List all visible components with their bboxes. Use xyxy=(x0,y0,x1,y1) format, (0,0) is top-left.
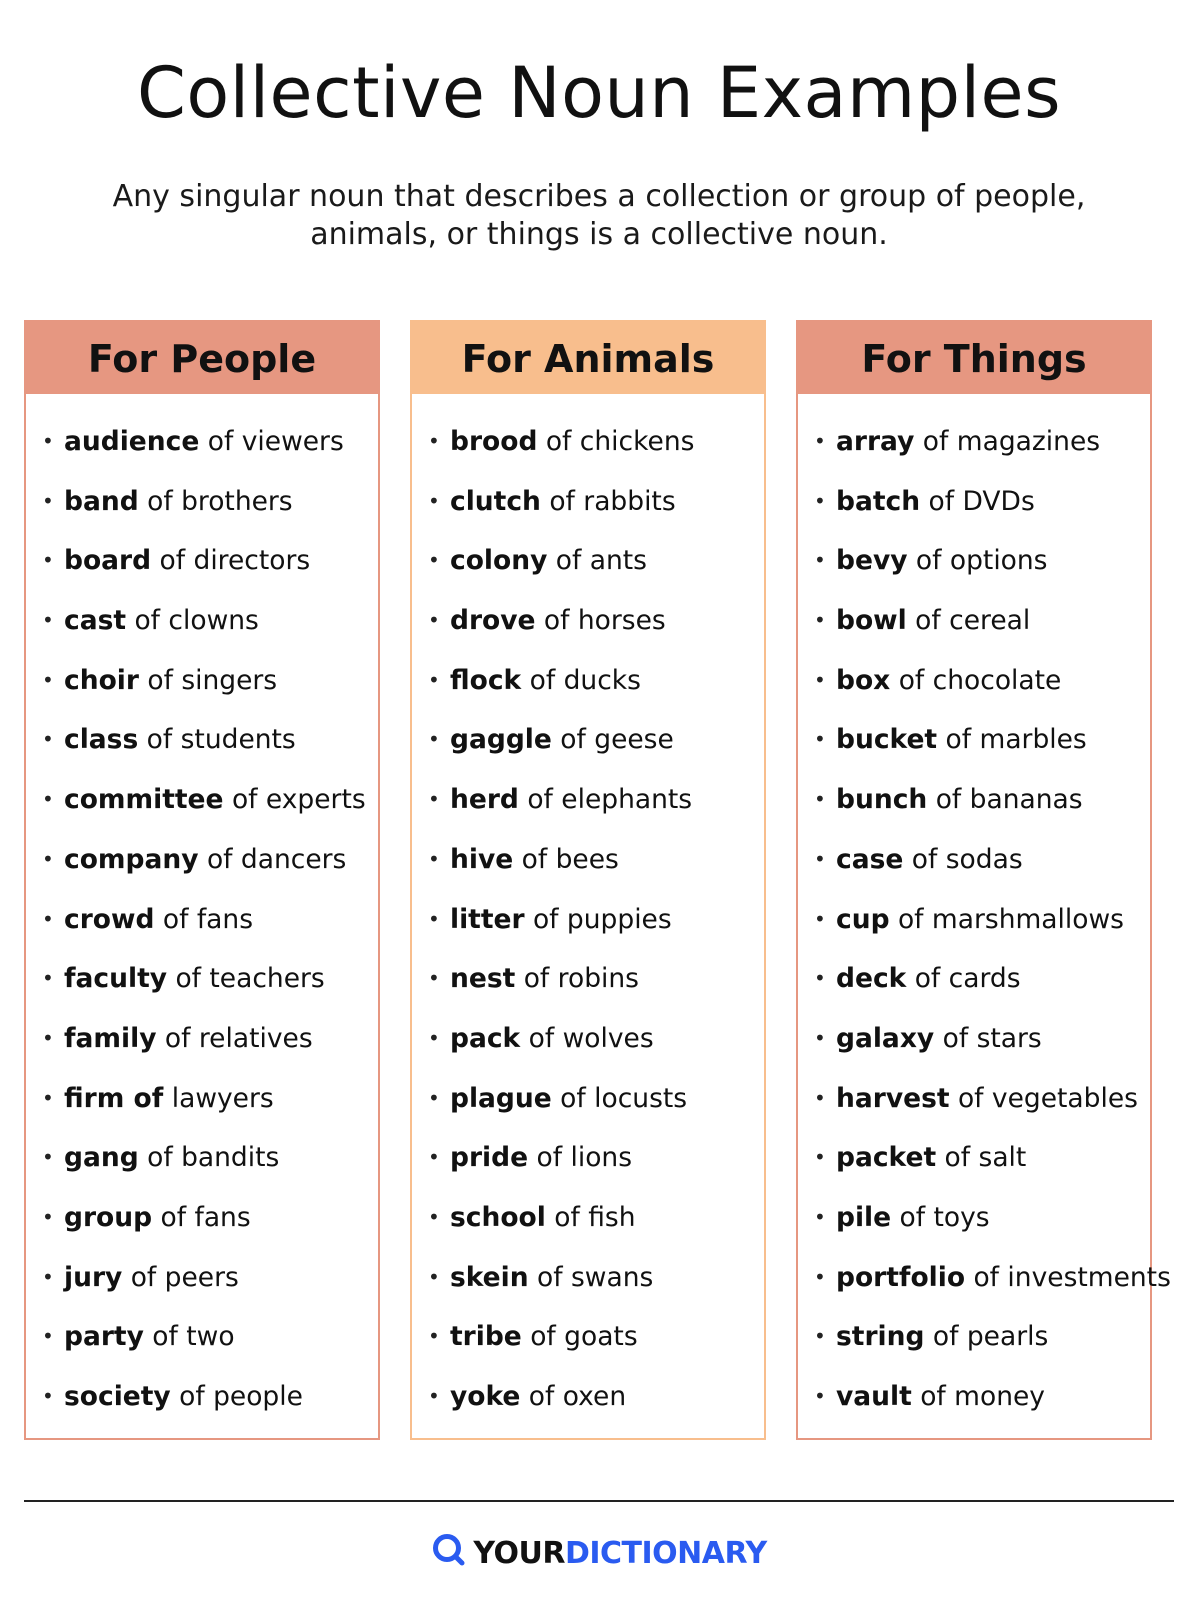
list-item xyxy=(26,651,378,711)
noun-group: of chickens xyxy=(537,426,695,457)
noun-group: of magazines xyxy=(914,426,1101,457)
noun-group: of horses xyxy=(535,605,666,637)
list-item xyxy=(798,1188,1150,1248)
collective-noun: packet xyxy=(836,1142,937,1174)
collective-noun: family xyxy=(64,1022,157,1054)
collective-noun: bevy xyxy=(836,545,908,577)
collective-noun: array xyxy=(836,426,915,457)
collective-noun: flock xyxy=(450,664,522,696)
list-item xyxy=(26,531,378,591)
list-item xyxy=(798,830,1150,890)
collective-noun: yoke xyxy=(450,1381,521,1412)
list-item xyxy=(798,1069,1150,1129)
list-item xyxy=(798,890,1150,950)
collective-noun: string xyxy=(836,1321,925,1353)
collective-noun: clutch xyxy=(450,485,541,517)
noun-group: of oxen xyxy=(520,1381,627,1412)
collective-noun: colony xyxy=(450,545,548,577)
list-item xyxy=(412,1009,764,1069)
column-people xyxy=(24,320,380,1440)
noun-group: of pearls xyxy=(924,1321,1049,1353)
list-item xyxy=(26,770,378,830)
collective-noun: pile xyxy=(836,1201,892,1233)
collective-noun: batch xyxy=(836,485,921,517)
noun-group: of fish xyxy=(545,1201,636,1233)
list-item xyxy=(26,1307,378,1367)
collective-noun: portfolio xyxy=(836,1261,966,1293)
noun-list-people xyxy=(26,394,378,1427)
collective-noun: firm of xyxy=(64,1082,164,1114)
search-icon xyxy=(431,1532,467,1568)
collective-noun: tribe xyxy=(450,1321,522,1353)
noun-group: of cards xyxy=(906,963,1021,995)
noun-group: of rabbits xyxy=(540,485,676,517)
collective-noun: vault xyxy=(836,1381,912,1412)
list-item xyxy=(412,770,764,830)
noun-group: lawyers xyxy=(163,1082,274,1114)
noun-group: of fans xyxy=(154,903,253,935)
collective-noun: bowl xyxy=(836,605,907,637)
list-item xyxy=(412,591,764,651)
list-item xyxy=(798,591,1150,651)
list-item xyxy=(26,591,378,651)
column-heading-people: For People xyxy=(26,322,378,394)
list-item xyxy=(26,1188,378,1248)
subtitle-line-1: Any singular noun that describes a collection or group of people, xyxy=(112,179,1086,214)
collective-noun: drove xyxy=(450,605,536,637)
noun-group: of toys xyxy=(891,1201,990,1233)
noun-group: of sodas xyxy=(903,843,1023,875)
noun-group: of cereal xyxy=(906,605,1031,637)
list-item xyxy=(798,651,1150,711)
noun-group: of puppies xyxy=(524,903,672,935)
footer-divider xyxy=(24,1500,1174,1502)
list-item xyxy=(26,710,378,770)
list-item xyxy=(798,949,1150,1009)
list-item xyxy=(798,1009,1150,1069)
collective-noun: deck xyxy=(836,963,907,995)
collective-noun: committee xyxy=(64,784,224,816)
list-item xyxy=(26,1069,378,1129)
noun-group: of bandits xyxy=(138,1142,280,1174)
noun-group: of goats xyxy=(521,1321,638,1353)
logo-text-your: YOUR xyxy=(473,1536,565,1571)
list-item xyxy=(412,949,764,1009)
yourdictionary-logo[interactable] xyxy=(0,1532,1198,1571)
page-subtitle xyxy=(0,178,1198,254)
noun-group: of lions xyxy=(528,1142,633,1174)
collective-noun: brood xyxy=(450,426,538,457)
list-item xyxy=(412,1188,764,1248)
list-item xyxy=(798,1128,1150,1188)
noun-group: of marshmallows xyxy=(889,903,1124,935)
noun-group: of viewers xyxy=(199,426,344,457)
list-item xyxy=(798,1248,1171,1308)
collective-noun: case xyxy=(836,843,904,875)
noun-group: of geese xyxy=(551,724,674,756)
list-item xyxy=(412,890,764,950)
collective-noun: harvest xyxy=(836,1082,950,1114)
noun-group: of teachers xyxy=(167,963,325,995)
list-item xyxy=(26,1128,378,1188)
list-item xyxy=(798,710,1150,770)
noun-list-things xyxy=(798,394,1171,1427)
noun-group: of elephants xyxy=(518,784,693,816)
list-item xyxy=(26,890,378,950)
collective-noun: cast xyxy=(64,605,127,637)
collective-noun: pride xyxy=(450,1142,529,1174)
noun-group: of bees xyxy=(513,843,619,875)
noun-group: of swans xyxy=(528,1261,654,1293)
collective-noun: group xyxy=(64,1201,153,1233)
list-item xyxy=(26,1367,378,1427)
noun-group: of dancers xyxy=(198,843,347,875)
column-animals xyxy=(410,320,766,1440)
noun-list-animals xyxy=(412,394,764,1427)
noun-group: of fans xyxy=(152,1201,251,1233)
noun-group: of singers xyxy=(138,664,278,696)
noun-group: of directors xyxy=(151,545,311,577)
collective-noun: gang xyxy=(64,1142,139,1174)
column-heading-animals: For Animals xyxy=(412,322,764,394)
collective-noun: board xyxy=(64,545,152,577)
collective-noun: society xyxy=(64,1381,171,1412)
collective-noun: cup xyxy=(836,903,890,935)
column-things xyxy=(796,320,1171,1440)
collective-noun: gaggle xyxy=(450,724,552,756)
collective-noun: jury xyxy=(64,1261,123,1293)
collective-noun: company xyxy=(64,843,199,875)
collective-noun: bunch xyxy=(836,784,928,816)
list-item xyxy=(798,412,1150,472)
collective-noun: school xyxy=(450,1201,546,1233)
list-item xyxy=(412,1367,764,1427)
collective-noun: audience xyxy=(64,426,200,457)
noun-group: of experts xyxy=(223,784,366,816)
list-item xyxy=(412,710,764,770)
list-item xyxy=(798,1367,1150,1427)
list-item xyxy=(412,1128,764,1188)
noun-group: of locusts xyxy=(551,1082,688,1114)
list-item xyxy=(412,651,764,711)
collective-noun: choir xyxy=(64,664,139,696)
collective-noun: box xyxy=(836,664,891,696)
list-item xyxy=(412,1069,764,1129)
collective-noun: pack xyxy=(450,1022,521,1054)
subtitle-line-2: animals, or things is a collective noun. xyxy=(310,217,888,252)
noun-group: of people xyxy=(170,1381,303,1412)
noun-group: of salt xyxy=(936,1142,1027,1174)
list-item xyxy=(798,770,1150,830)
noun-group: of students xyxy=(138,724,296,756)
noun-group: of ducks xyxy=(521,664,641,696)
collective-noun: skein xyxy=(450,1261,529,1293)
list-item xyxy=(26,830,378,890)
noun-group: of investments xyxy=(965,1261,1171,1293)
noun-group: of vegetables xyxy=(949,1082,1138,1114)
noun-group: of wolves xyxy=(520,1022,654,1054)
noun-group: of DVDs xyxy=(920,485,1035,517)
collective-noun: galaxy xyxy=(836,1022,935,1054)
noun-group: of options xyxy=(907,545,1048,577)
noun-group: of money xyxy=(911,1381,1045,1412)
list-item xyxy=(412,472,764,532)
list-item xyxy=(26,412,378,472)
list-item xyxy=(798,531,1150,591)
collective-noun: nest xyxy=(450,963,516,995)
column-heading-things: For Things xyxy=(798,322,1150,394)
collective-noun: class xyxy=(64,724,139,756)
list-item xyxy=(412,830,764,890)
collective-noun: band xyxy=(64,485,139,517)
collective-noun: plague xyxy=(450,1082,552,1114)
collective-noun: bucket xyxy=(836,724,938,756)
noun-group: of relatives xyxy=(156,1022,313,1054)
collective-noun: hive xyxy=(450,843,514,875)
noun-group: of stars xyxy=(934,1022,1042,1054)
list-item xyxy=(412,412,764,472)
noun-group: of two xyxy=(143,1321,235,1353)
list-item xyxy=(26,472,378,532)
noun-group: of ants xyxy=(547,545,647,577)
collective-noun: party xyxy=(64,1321,144,1353)
list-item xyxy=(26,1248,378,1308)
noun-group: of robins xyxy=(515,963,639,995)
page-title: Collective Noun Examples xyxy=(136,52,1062,134)
noun-group: of brothers xyxy=(138,485,293,517)
collective-noun: litter xyxy=(450,903,525,935)
collective-noun: faculty xyxy=(64,963,168,995)
noun-group: of chocolate xyxy=(890,664,1062,696)
list-item xyxy=(798,472,1150,532)
list-item xyxy=(26,949,378,1009)
list-item xyxy=(412,1307,764,1367)
noun-group: of bananas xyxy=(927,784,1083,816)
logo-text-dictionary: DICTIONARY xyxy=(564,1536,767,1571)
noun-group: of marbles xyxy=(937,724,1087,756)
list-item xyxy=(412,531,764,591)
list-item xyxy=(26,1009,378,1069)
noun-group: of clowns xyxy=(126,605,259,637)
list-item xyxy=(412,1248,764,1308)
collective-noun: crowd xyxy=(64,903,155,935)
collective-noun: herd xyxy=(450,784,519,816)
list-item xyxy=(798,1307,1150,1367)
noun-group: of peers xyxy=(122,1261,239,1293)
